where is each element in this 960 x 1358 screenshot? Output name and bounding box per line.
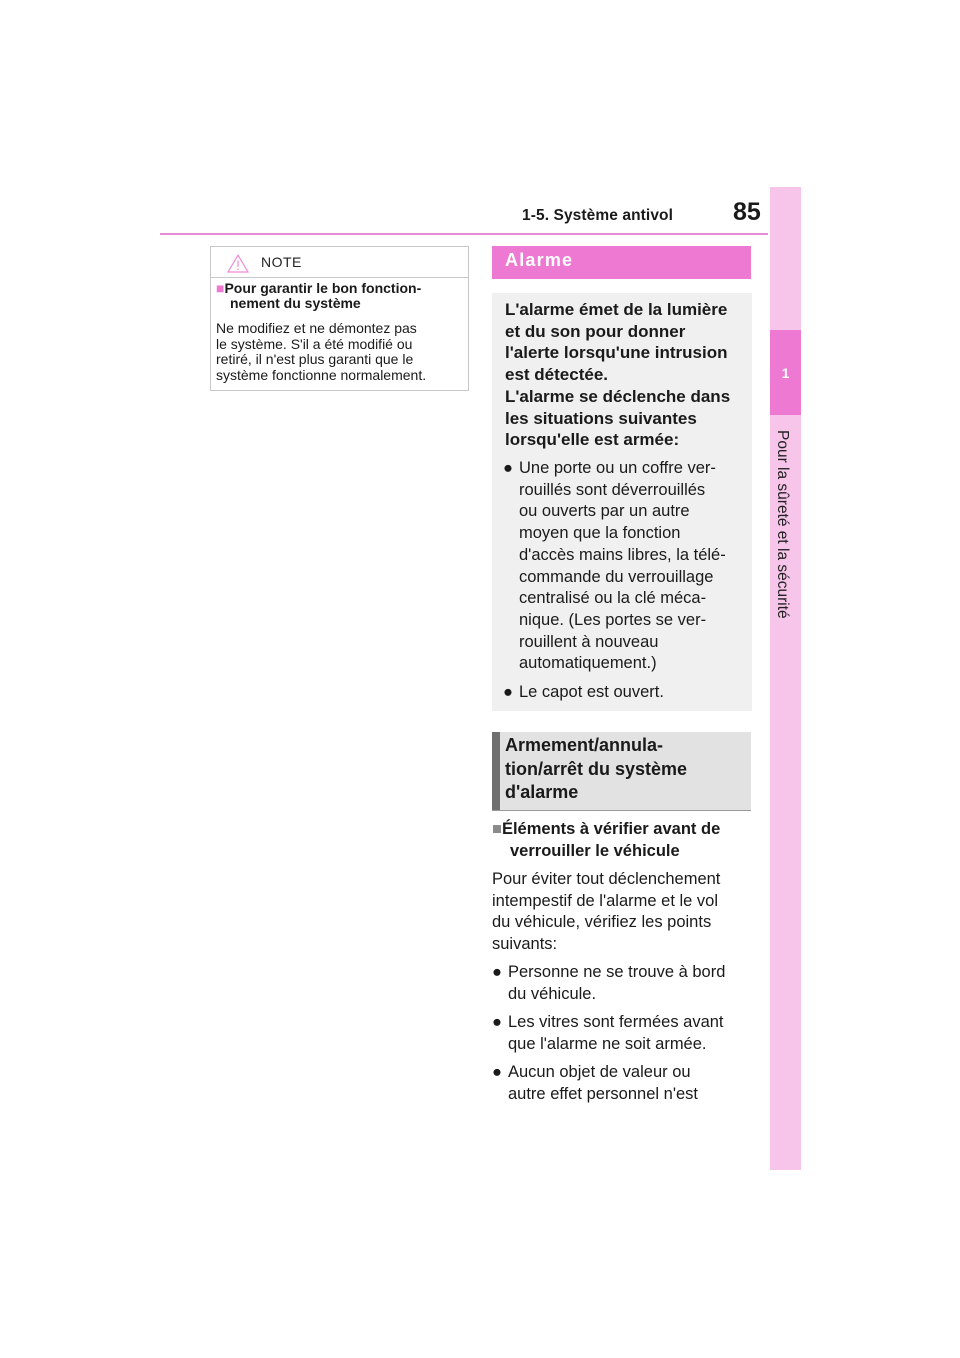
note-body <box>216 321 464 383</box>
subheading-line-2: verrouiller le véhicule <box>510 842 680 860</box>
note-title-line-2: nement du système <box>230 295 361 311</box>
paragraph-line: intempestif de l'alarme et le vol <box>492 891 719 910</box>
note-body-line: Ne modifiez et ne démontez pas <box>216 320 417 336</box>
note-label: NOTE <box>261 254 302 270</box>
alarm-intro-line: l'alerte lorsqu'une intrusion <box>505 343 728 363</box>
alarm-intro-line: et du son pour donner <box>505 321 686 341</box>
chapter-title: Pour la sûreté et la sécurité <box>774 430 791 619</box>
arming-title-line: d'alarme <box>505 782 579 802</box>
alarm-section-title: Alarme <box>505 250 574 270</box>
list-item-line: autre effet personnel n'est <box>508 1084 698 1103</box>
list-item-line: centralisé ou la clé méca- <box>519 589 707 608</box>
alarm-intro-line: est détectée. <box>505 365 608 385</box>
list-item <box>503 458 748 675</box>
list-item-line: Une porte ou un coffre ver- <box>519 459 716 477</box>
list-item-line: du véhicule. <box>508 984 597 1003</box>
alarm-intro-line: lorsqu'elle est armée: <box>505 430 680 450</box>
paragraph-line: suivants: <box>492 935 558 954</box>
arming-section-title <box>505 734 735 805</box>
list-item-line: rouillent à nouveau <box>519 632 659 651</box>
arming-checklist <box>492 962 754 1112</box>
arming-paragraph <box>492 869 754 956</box>
alarm-intro-line: L'alarme se déclenche dans <box>505 386 731 406</box>
page-number: 85 <box>733 198 761 226</box>
list-item-line: Le capot est ouvert. <box>519 682 664 701</box>
list-item-line: moyen que la fonction <box>519 524 681 543</box>
section-header-stripe <box>492 732 500 810</box>
alarm-intro-line: L'alarme émet de la lumière <box>505 300 728 319</box>
list-item-line: d'accès mains libres, la télé- <box>519 545 726 564</box>
list-item-line: Les vitres sont fermées avant <box>508 1012 724 1031</box>
note-title-line-1: Pour garantir le bon fonction- <box>224 280 422 296</box>
list-item-line: nique. (Les portes se ver- <box>519 610 707 629</box>
header-divider <box>160 233 768 235</box>
subheading-line-1: Éléments à vérifier avant de <box>501 820 721 838</box>
note-header <box>211 247 468 278</box>
round-bullet-icon: ● <box>503 459 513 477</box>
arming-title-line: Armement/annula- <box>505 735 664 755</box>
list-item-line: commande du verrouillage <box>519 567 714 586</box>
warning-triangle-icon <box>227 254 249 273</box>
square-bullet-icon: ■ <box>216 280 225 296</box>
chapter-title-vertical <box>773 430 799 680</box>
list-item-line: Aucun objet de valeur ou <box>508 1062 691 1081</box>
round-bullet-icon: ● <box>492 1012 502 1031</box>
paragraph-line: Pour éviter tout déclenchement <box>492 870 721 888</box>
arming-section-header <box>492 732 751 811</box>
note-body-line: le système. S'il a été modifié ou <box>216 335 413 352</box>
list-item-line: rouillés sont déverrouillés <box>519 480 706 499</box>
list-item <box>503 682 748 704</box>
alarm-intro-line: les situations suivantes <box>505 408 697 428</box>
list-item <box>492 962 754 1005</box>
alarm-bullet-list <box>503 458 748 703</box>
note-box <box>210 246 469 391</box>
list-item-line: automatiquement.) <box>519 654 657 673</box>
alarm-info-box <box>492 293 752 711</box>
list-item-line: Personne ne se trouve à bord <box>508 963 726 981</box>
note-body-line: retiré, il n'est plus garanti que le <box>216 351 414 367</box>
list-item-line: ou ouverts par un autre <box>519 502 690 521</box>
alarm-section-header <box>492 246 751 279</box>
section-title: 1-5. Système antivol <box>522 207 674 224</box>
chapter-number-tab <box>770 330 801 415</box>
alarm-intro <box>505 299 745 451</box>
paragraph-line: du véhicule, vérifiez les points <box>492 913 712 932</box>
note-body-line: système fonctionne normalement. <box>216 366 427 383</box>
list-item-line: que l'alarme ne soit armée. <box>508 1034 707 1053</box>
round-bullet-icon: ● <box>503 682 513 701</box>
note-item-title <box>216 281 464 311</box>
round-bullet-icon: ● <box>492 1062 502 1081</box>
arming-title-line: tion/arrêt du système <box>505 758 688 779</box>
round-bullet-icon: ● <box>492 963 502 981</box>
list-item <box>492 1062 754 1105</box>
square-bullet-icon: ■ <box>492 820 502 838</box>
list-item <box>492 1012 754 1055</box>
chapter-number: 1 <box>781 364 790 381</box>
arming-subheading <box>492 818 754 862</box>
